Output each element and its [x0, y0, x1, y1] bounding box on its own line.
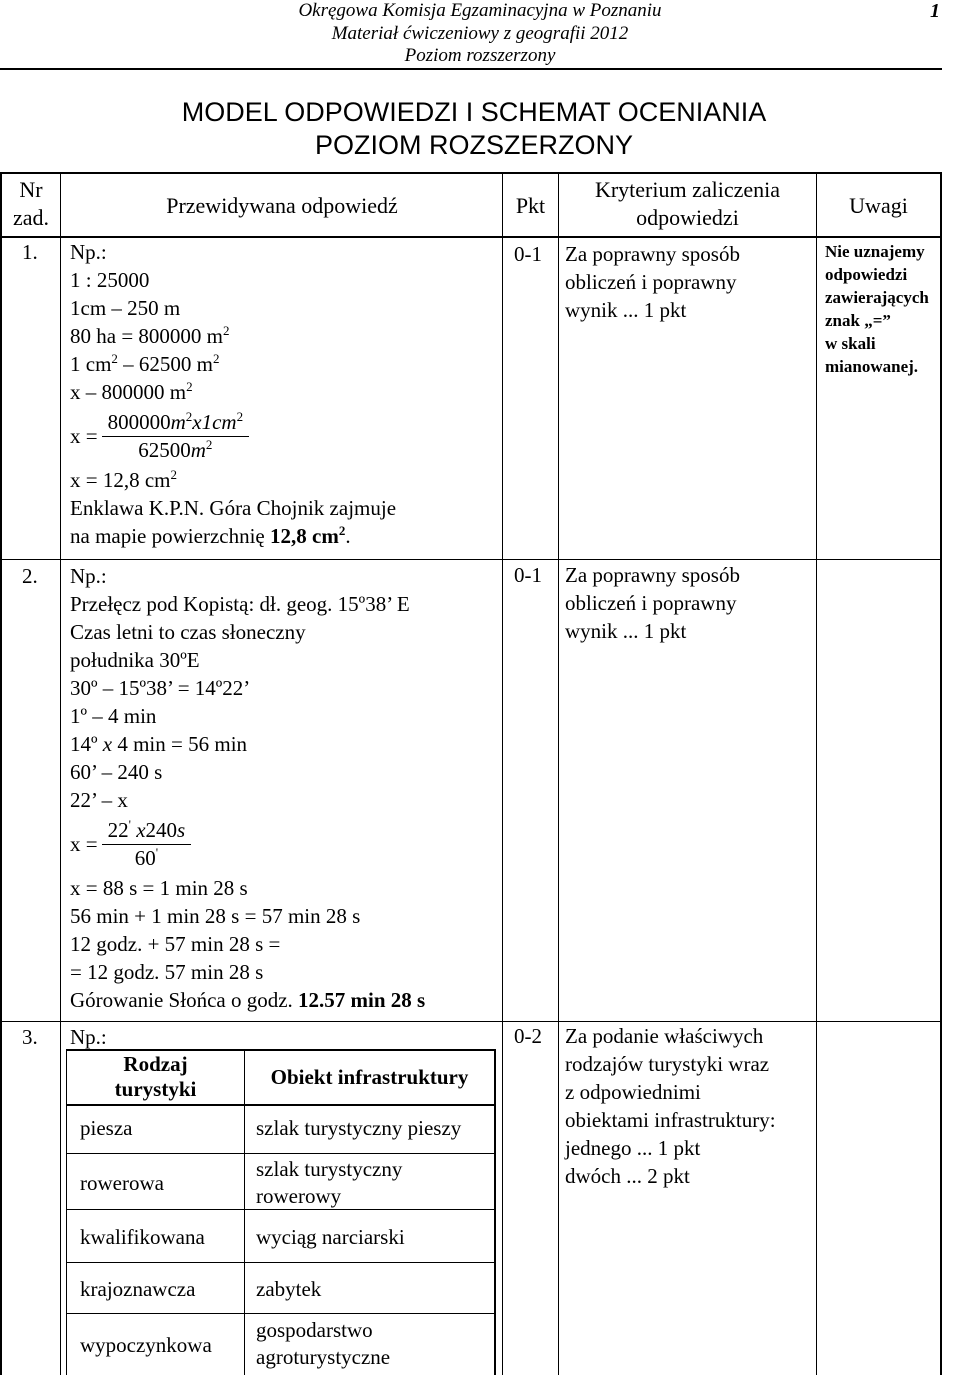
task3-np: Np.: — [70, 1025, 107, 1049]
task1-text: 1 cm — [70, 352, 112, 376]
task1-points: 0-1 — [514, 242, 542, 266]
task2-line: 30º – 15º38’ = 14º22’ — [70, 676, 251, 700]
header-material: Materiał ćwiczeniowy z geografii 2012 — [331, 22, 629, 44]
frac-sup: ' — [155, 844, 159, 860]
task2-fraction — [102, 817, 192, 872]
task2-line: Przełęcz pod Kopistą: dł. geog. 15º38’ E — [70, 592, 410, 616]
task1-result: 12,8 cm — [270, 524, 339, 548]
note-line: znak „=” — [825, 311, 891, 330]
task2-line — [70, 730, 500, 758]
task2-line: 22’ – x — [70, 788, 128, 812]
task2-line — [70, 986, 500, 1014]
task3-number: 3. — [22, 1025, 38, 1049]
inner-table-line — [66, 1313, 496, 1314]
table-line — [558, 172, 559, 1375]
criterion-line: dwóch ... 2 pkt — [565, 1164, 690, 1188]
page-number: 1 — [930, 0, 940, 22]
header-criterion-line2: odpowiedzi — [636, 205, 739, 230]
object-line: gospodarstwo — [256, 1318, 373, 1342]
inner-header-object: Obiekt infrastruktury — [270, 1065, 469, 1089]
frac-part: s — [177, 817, 186, 842]
task1-line — [70, 466, 500, 494]
task1-line: Enklawa K.P.N. Góra Chojnik zajmuje — [70, 496, 397, 520]
task2-text: 14º — [70, 732, 103, 756]
object-line: zabytek — [256, 1277, 322, 1301]
object-line: rowerowy — [256, 1184, 342, 1208]
task2-points: 0-1 — [514, 563, 542, 587]
inner-table-line — [494, 1049, 496, 1375]
task2-text: Górowanie Słońca o godz. — [70, 988, 299, 1012]
inner-header-line: turystyki — [114, 1077, 197, 1101]
task1-fraction-line — [70, 406, 500, 466]
frac-sup: 2 — [205, 436, 213, 452]
task2-number: 2. — [22, 564, 38, 588]
task1-denominator — [102, 437, 250, 464]
task3-points: 0-2 — [514, 1024, 542, 1048]
task1-answer — [70, 238, 500, 550]
task2-line: 56 min + 1 min 28 s = 57 min 28 s — [70, 904, 361, 928]
task2-line: Czas letni to czas słoneczny — [70, 620, 306, 644]
task1-text: x = 12,8 cm — [70, 468, 171, 492]
task2-criterion — [565, 561, 815, 645]
infrastructure-object — [256, 1317, 492, 1371]
task1-text: x – 800000 m — [70, 380, 187, 404]
frac-part: m — [170, 409, 186, 434]
frac-part: m — [190, 437, 206, 462]
note-line: w skali — [825, 334, 876, 353]
note-line: mianowanej. — [825, 357, 919, 376]
task2-line: 12 godz. + 57 min 28 s = — [70, 932, 281, 956]
header-answer: Przewidywana odpowiedź — [166, 193, 398, 218]
task2-fraction-line — [70, 814, 500, 874]
task1-line — [70, 522, 500, 550]
table-line — [502, 172, 503, 1375]
task1-line — [70, 350, 500, 378]
task1-line — [70, 378, 500, 406]
page-header — [0, 0, 960, 70]
criterion-line: obliczeń i poprawny — [565, 270, 737, 294]
task1-sup: 2 — [111, 351, 118, 366]
tourism-type: kwalifikowana — [80, 1225, 205, 1249]
note-line: Nie uznajemy — [825, 242, 925, 261]
inner-table-line — [66, 1104, 496, 1106]
note-line: zawierających — [825, 288, 929, 307]
header-pkt: Pkt — [515, 193, 546, 218]
task1-text: 80 ha = 800000 m — [70, 324, 223, 348]
frac-part: cm — [212, 409, 237, 434]
task1-sup: 2 — [170, 467, 177, 482]
header-nr — [2, 176, 60, 232]
criterion-line: obiektami infrastruktury: — [565, 1108, 776, 1132]
criterion-line: wynik ... 1 pkt — [565, 619, 687, 643]
frac-part: x1 — [192, 409, 213, 434]
inner-table-line — [66, 1262, 496, 1263]
tourism-type: piesza — [80, 1116, 133, 1140]
inner-table-line — [66, 1049, 496, 1051]
task1-sup: 2 — [338, 523, 346, 538]
criterion-line: Za poprawny sposób — [565, 563, 740, 587]
infrastructure-object — [256, 1276, 492, 1303]
table-line — [0, 172, 942, 174]
task3-criterion — [565, 1022, 815, 1190]
task2-line: 60’ – 240 s — [70, 760, 163, 784]
task2-denominator — [102, 845, 192, 872]
task1-text: . — [345, 524, 351, 548]
tourism-type: rowerowa — [80, 1171, 164, 1195]
header-criterion-line1: Kryterium zaliczenia — [594, 177, 781, 202]
task1-np: Np.: — [70, 240, 107, 264]
infrastructure-object — [256, 1156, 492, 1210]
tourism-type: wypoczynkowa — [80, 1333, 212, 1357]
task1-text: – 62500 m — [117, 352, 213, 376]
header-lines — [270, 0, 690, 68]
task2-np: Np.: — [70, 564, 107, 588]
criterion-line: z odpowiednimi — [565, 1080, 701, 1104]
task2-line: południka 30ºE — [70, 648, 200, 672]
task2-line: x = 88 s = 1 min 28 s — [70, 876, 248, 900]
infrastructure-object — [256, 1115, 492, 1142]
object-line: szlak turystyczny pieszy — [256, 1116, 462, 1140]
frac-sup: 2 — [236, 408, 244, 424]
task1-numerator — [102, 409, 250, 437]
title-line-1: MODEL ODPOWIEDZI I SCHEMAT OCENIANIA — [181, 97, 767, 127]
frac-part: 62500 — [138, 437, 191, 462]
object-line: szlak turystyczny — [256, 1157, 403, 1181]
inner-table-line — [244, 1049, 245, 1375]
document-title — [0, 96, 948, 162]
table-line — [0, 559, 942, 560]
inner-header-line: Rodzaj — [123, 1052, 188, 1076]
object-line: agroturystyczne — [256, 1345, 391, 1369]
task2-text: 4 min = 56 min — [112, 732, 248, 756]
object-line: wyciąg narciarski — [256, 1225, 405, 1249]
header-nr-line1: Nr — [19, 177, 43, 202]
criterion-line: Za poprawny sposób — [565, 242, 740, 266]
task2-x-eq: x = — [70, 832, 98, 856]
frac-part: 240 — [145, 817, 178, 842]
frac-part: x — [130, 817, 146, 842]
inner-header-type — [67, 1052, 244, 1102]
task1-number: 1. — [22, 240, 38, 264]
task2-numerator — [102, 817, 192, 845]
tourism-type: krajoznawcza — [80, 1277, 196, 1301]
table-line — [60, 172, 61, 1375]
task1-notes — [825, 240, 939, 378]
tourism-table — [66, 1049, 496, 1375]
task1-sup: 2 — [213, 351, 220, 366]
note-line: odpowiedzi — [825, 265, 908, 284]
task1-sup: 2 — [223, 323, 230, 338]
table-line — [0, 172, 2, 1375]
header-criterion — [559, 176, 816, 232]
frac-sup: 2 — [185, 408, 193, 424]
table-line — [816, 172, 817, 1375]
task2-text: x — [102, 732, 113, 756]
task1-line — [70, 322, 500, 350]
criterion-line: rodzajów turystyki wraz — [565, 1052, 770, 1076]
task1-text: na mapie powierzchnię — [70, 524, 270, 548]
task2-result: 12.57 min 28 s — [298, 988, 426, 1012]
task2-line: 1º – 4 min — [70, 704, 157, 728]
inner-table-line — [66, 1153, 496, 1154]
header-rule — [0, 68, 942, 70]
task1-criterion — [565, 240, 815, 324]
task1-sup: 2 — [186, 379, 193, 394]
frac-sup: ' — [128, 816, 131, 832]
criterion-line: jednego ... 1 pkt — [565, 1136, 701, 1160]
header-notes: Uwagi — [849, 193, 908, 218]
task1-fraction — [102, 409, 250, 464]
task2-answer — [70, 562, 500, 1014]
infrastructure-object — [256, 1224, 492, 1251]
task1-line: 1cm – 250 m — [70, 296, 181, 320]
header-level: Poziom rozszerzony — [404, 45, 556, 66]
table-line — [940, 172, 942, 1375]
task1-line: 1 : 25000 — [70, 268, 150, 292]
criterion-line: Za podanie właściwych — [565, 1024, 764, 1048]
criterion-line: obliczeń i poprawny — [565, 591, 737, 615]
criterion-line: wynik ... 1 pkt — [565, 298, 687, 322]
frac-part: 22 — [107, 817, 129, 842]
header-nr-line2: zad. — [12, 205, 50, 230]
task1-x-eq: x = — [70, 424, 98, 448]
frac-part: 800000 — [107, 409, 171, 434]
title-line-2: POZIOM ROZSZERZONY — [314, 130, 633, 160]
frac-part: 60 — [134, 845, 156, 870]
task2-line: = 12 godz. 57 min 28 s — [70, 960, 264, 984]
header-commission: Okręgowa Komisja Egzaminacyjna w Poznaniu — [298, 0, 662, 21]
